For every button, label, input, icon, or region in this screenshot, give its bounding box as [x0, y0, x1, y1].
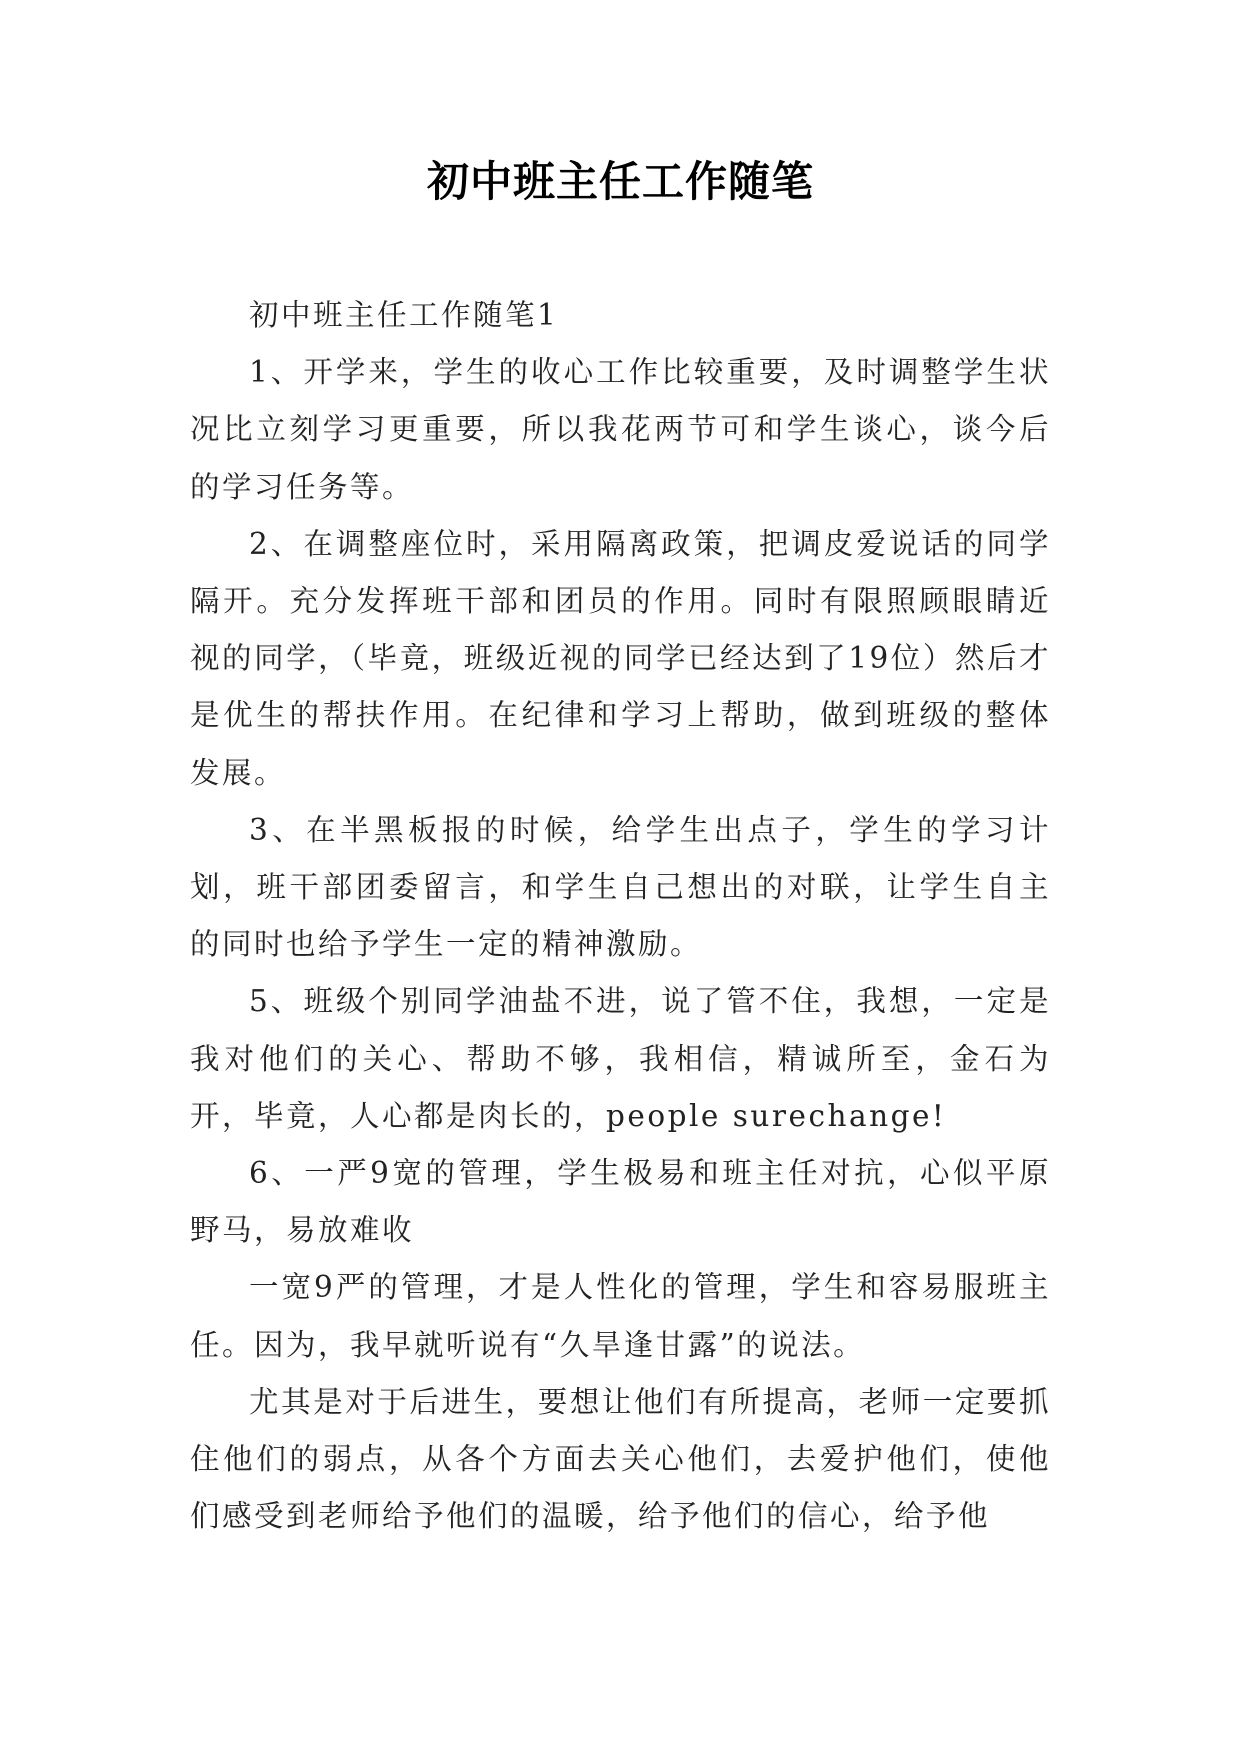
paragraph-6: 6、一严9宽的管理，学生极易和班主任对抗，心似平原野马，易放难收: [190, 1156, 1051, 1248]
paragraph-2: 2、在调整座位时，采用隔离政策，把调皮爱说话的同学隔开。充分发挥班干部和团员的作用。同时有限照顾眼睛近视的同学，（毕竟，班级近视的同学已经达到了19位）然后才是优生的帮扶作用。在纪律和学习上帮助，做到班级的整体发展。: [190, 526, 1051, 790]
paragraph-5: 5、班级个别同学油盐不进，说了管不住，我想，一定是我对他们的关心、帮助不够，我相信，精诚所至，金石为开，毕竟，人心都是肉长的，people surechange!: [190, 984, 1051, 1133]
document-title: 初中班主任工作随笔: [426, 157, 814, 206]
section-heading: 初中班主任工作随笔1: [249, 298, 559, 332]
document-body: [190, 287, 1051, 1545]
paragraph-struggling-students: 尤其是对于后进生，要想让他们有所提高，老师一定要抓住他们的弱点，从各个方面去关心他们，去爱护他们，使他们感受到老师给予他们的温暖，给予他们的信心，给予他: [190, 1384, 1051, 1534]
paragraph-3: 3、在半黑板报的时候，给学生出点子，学生的学习计划，班干部团委留言，和学生自己想出的对联，让学生自主的同时也给予学生一定的精神激励。: [190, 812, 1051, 962]
paragraph-1: 1、开学来，学生的收心工作比较重要，及时调整学生状况比立刻学习更重要，所以我花两节可和学生谈心，谈今后的学习任务等。: [190, 355, 1051, 504]
paragraph-loose-strict: 一宽9严的管理，才是人性化的管理，学生和容易服班主任。因为，我早就听说有“久旱逢甘露”的说法。: [190, 1270, 1051, 1362]
